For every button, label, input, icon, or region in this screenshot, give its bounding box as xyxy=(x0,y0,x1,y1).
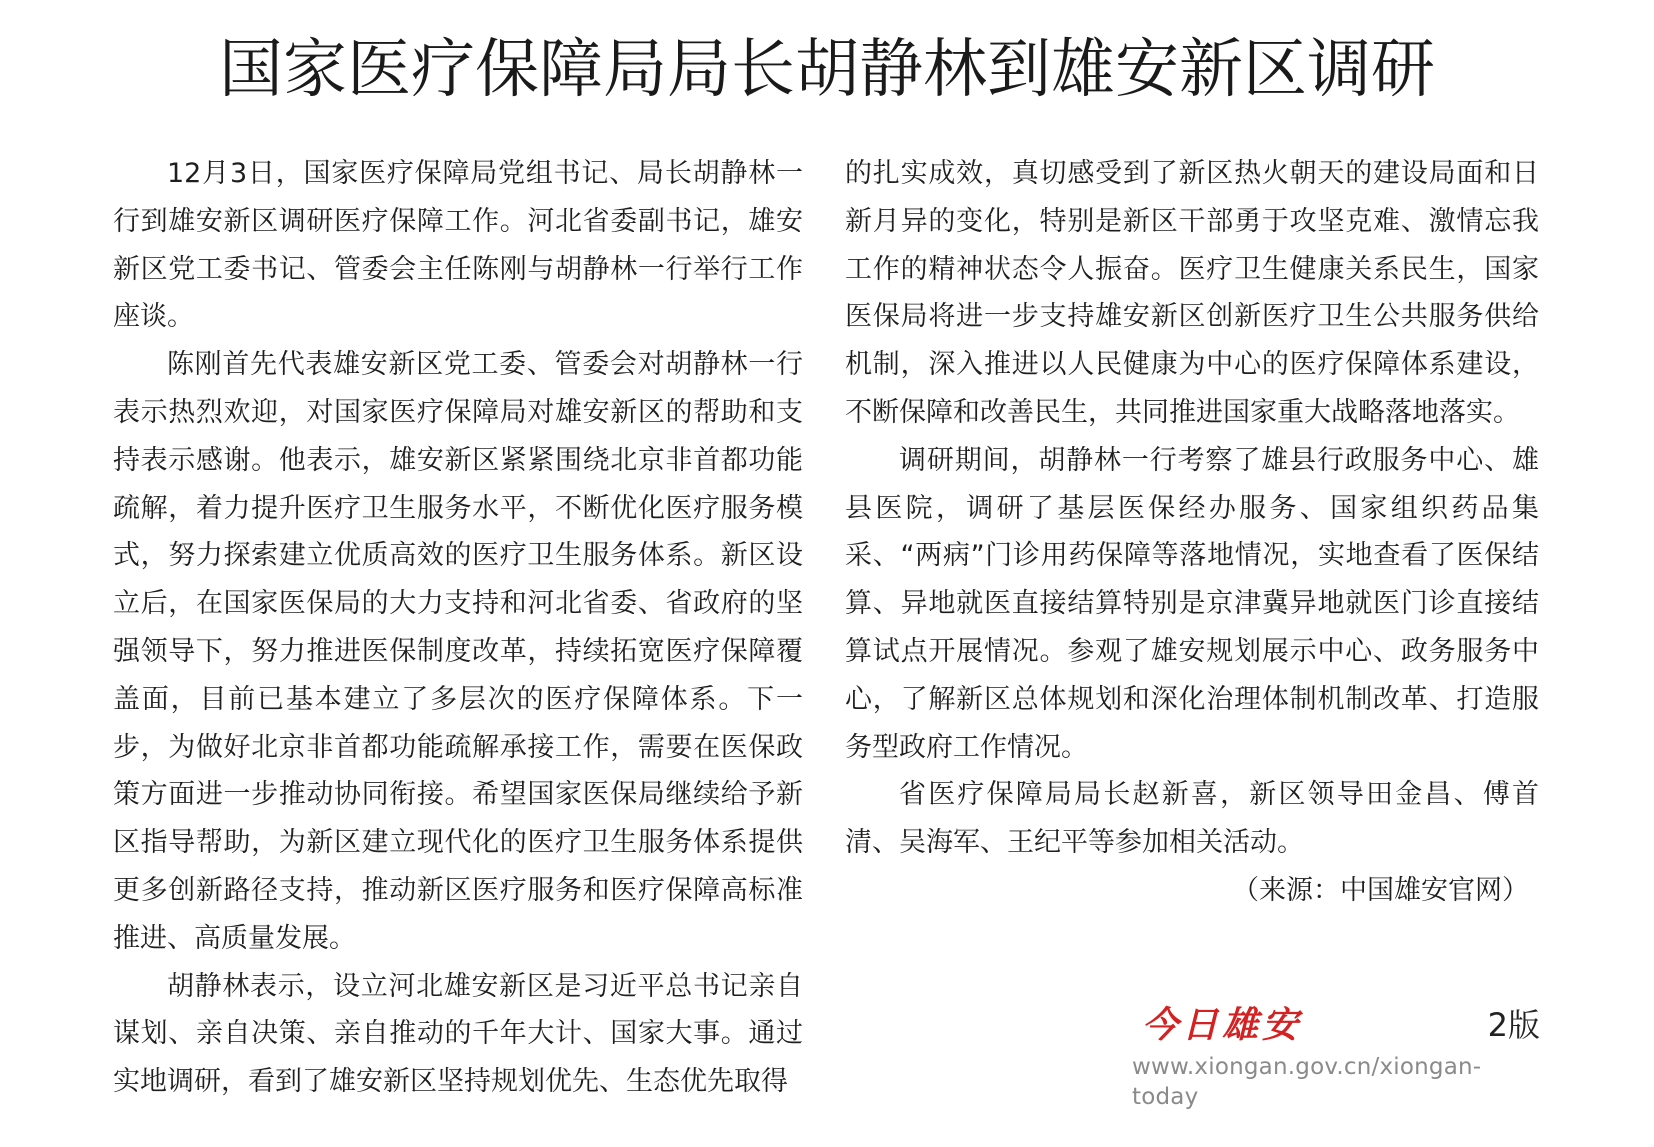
article-paragraph: 胡静林表示，设立河北雄安新区是习近平总书记亲自谋划、亲自决策、亲自推动的千年大计、国家大事。通过实地调研，看到了雄安新区坚持规划优先、生态优先取得 xyxy=(113,970,803,1098)
article-paragraph: 省医疗保障局局长赵新喜，新区领导田金昌、傅首清、吴海军、王纪平等参加相关活动。 xyxy=(845,779,1539,859)
edition-number: 2版 xyxy=(1487,1006,1540,1044)
article-paragraph: 陈刚首先代表雄安新区党工委、管委会对胡静林一行表示热烈欢迎，对国家医疗保障局对雄安新区的帮助和支持表示感谢。他表示，雄安新区紧紧围绕北京非首都功能疏解，着力提升医疗卫生服务水平，不断优化医疗服务模式，努力探索建立优质高效的医疗卫生服务体系。新区设立后，在国家医保局的大力支持和河北省委、省政府的坚强领导下，努力推进医保制度改革，持续拓宽医疗保障覆盖面，目前已基本建立了多层次的医疗保障体系。下一步，为做好北京非首都功能疏解承接工作，需要在医保政策方面进一步推动协同衔接。希望国家医保局继续给予新区指导帮助，为新区建立现代化的医疗卫生服务体系提供更多创新路径支持，推动新区医疗服务和医疗保障高标准推进、高质量发展。 xyxy=(113,349,803,954)
article-column-left xyxy=(113,150,803,1106)
article-headline: 国家医疗保障局局长胡静林到雄安新区调研 xyxy=(219,33,1435,107)
source-attribution: （来源：中国雄安官网） xyxy=(1232,874,1529,906)
article-column-right xyxy=(845,150,1539,915)
site-url: www.xiongan.gov.cn/xiongan-today xyxy=(1132,1054,1482,1110)
page-footer xyxy=(1132,1002,1540,1110)
article-paragraph: 调研期间，胡静林一行考察了雄县行政服务中心、雄县医院，调研了基层医保经办服务、国家组织药品集采、“两病”门诊用药保障等落地情况，实地查看了医保结算、异地就医直接结算特别是京津冀异地就医门诊直接结算试点开展情况。参观了雄安规划展示中心、政务服务中心，了解新区总体规划和深化治理体制机制改革、打造服务型政府工作情况。 xyxy=(845,444,1539,763)
publication-logo: 今日雄安 xyxy=(1142,1004,1303,1046)
article-paragraph-continued: 的扎实成效，真切感受到了新区热火朝天的建设局面和日新月异的变化，特别是新区干部勇于攻坚克难、激情忘我工作的精神状态令人振奋。医疗卫生健康关系民生，国家医保局将进一步支持雄安新区创新医疗卫生公共服务供给机制，深入推进以人民健康为中心的医疗保障体系建设，不断保障和改善民生，共同推进国家重大战略落地落实。 xyxy=(845,158,1539,428)
article-paragraph: 12月3日，国家医疗保障局党组书记、局长胡静林一行到雄安新区调研医疗保障工作。河北省委副书记，雄安新区党工委书记、管委会主任陈刚与胡静林一行举行工作座谈。 xyxy=(113,158,803,333)
